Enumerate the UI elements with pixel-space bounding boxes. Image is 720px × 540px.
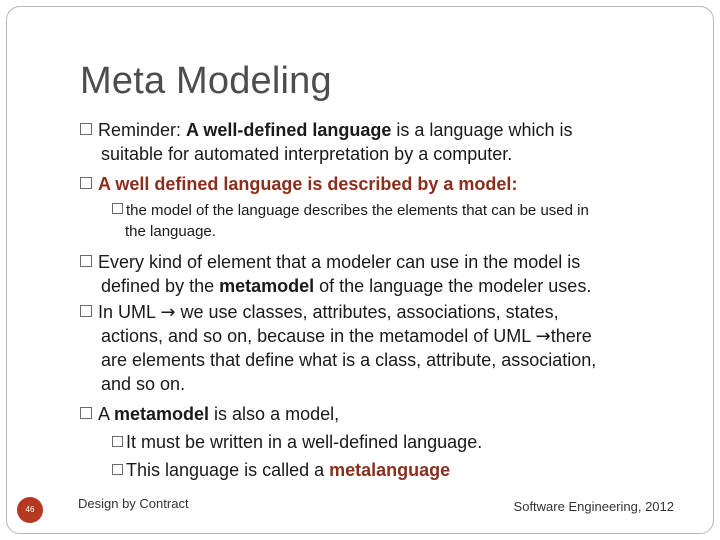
bullet-uml-cont-3: and so on. <box>101 374 186 394</box>
slide-number-badge: 46 <box>17 497 43 523</box>
bullet-uml-cont-1: actions, and so on, because in the metamodel of UML →there <box>101 326 592 347</box>
bullet-well-defined: A well defined language is described by a model: <box>80 174 517 195</box>
bullet-uml-cont-2: are elements that define what is a class, attribute, association, <box>101 350 597 370</box>
sub-bullet-model: the model of the language describes the elements that can be used in <box>112 202 589 219</box>
bullet-reminder: Reminder: A well-defined language is a language which is <box>80 120 573 141</box>
sub-bullet-model-cont: the language. <box>125 223 216 240</box>
bullet-uml: In UML → we use classes, attributes, associations, states, <box>80 302 559 323</box>
slide-title: Meta Modeling <box>80 60 332 102</box>
bullet-box-icon <box>112 464 123 475</box>
sub-bullet-metalanguage: This language is called a metalanguage <box>112 460 450 481</box>
bullet-box-icon <box>80 255 92 267</box>
arrow-right-icon: → <box>535 326 551 347</box>
bullet-box-icon <box>112 436 123 447</box>
arrow-right-icon: → <box>160 302 176 323</box>
bullet-every-kind: Every kind of element that a modeler can use in the model is <box>80 252 580 273</box>
bullet-box-icon <box>80 177 92 189</box>
bullet-every-kind-cont: defined by the metamodel of the language the modeler uses. <box>101 276 592 296</box>
footer-right-text: Software Engineering, 2012 <box>513 499 674 514</box>
bullet-box-icon <box>112 203 123 214</box>
bullet-metamodel: A metamodel is also a model, <box>80 404 339 425</box>
sub-bullet-well-defined-language: It must be written in a well-defined language. <box>112 432 482 453</box>
footer-left-text: Design by Contract <box>78 496 189 511</box>
bullet-reminder-cont: suitable for automated interpretation by a computer. <box>101 144 513 164</box>
bullet-box-icon <box>80 123 92 135</box>
bullet-box-icon <box>80 407 92 419</box>
bullet-box-icon <box>80 305 92 317</box>
